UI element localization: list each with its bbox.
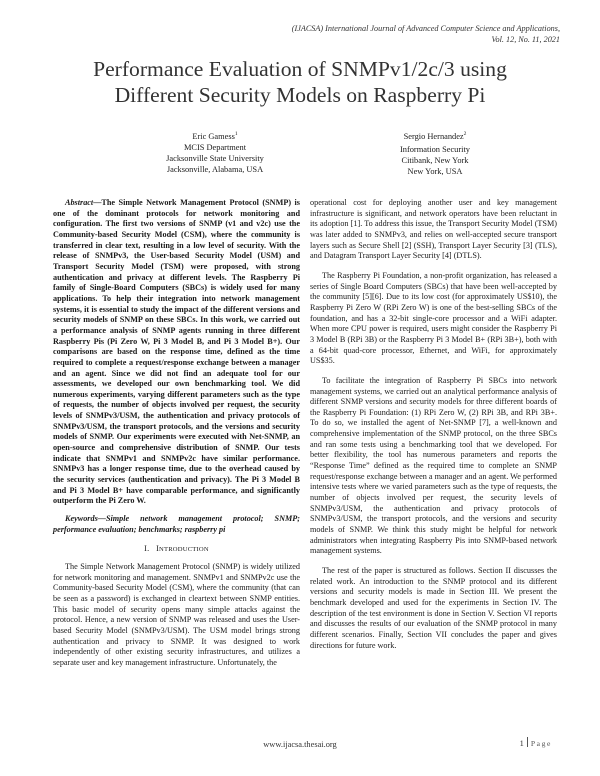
author-name-2: Sergio Hernandez$^2$ xyxy=(403,131,467,141)
author-affiliation-2-company: Citibank, New York xyxy=(401,155,469,165)
abstract: Abstract—The Simple Network Management Protocol (SNMP) is one of the dominant protocols for network monitoring and configuration. The first two versions of SNMP (v1 and v2c) use the Community-based Security Model (CSM), where the community is transferred in clear text, resulting in a low level of security. With the release of SNMPv3, the User-based Security Model (USM) and Transport Security Model (TSM) were proposed, with strong authentication and privacy at different levels. The Raspberry Pi family of Single-Board Computers (SBCs) is widely used for many applications. To help their integration into network management systems, it is essential to study the impact of the different versions and security models of SNMP on these SBCs. In this work, we carried out a performance analysis of SNMP agents running in three different Raspberry Pis (Pi Zero W, Pi 3 Model B, and Pi 3 Model B+). Our comparisons are based on the response time, defined as the time required to complete a request/response exchange between a manager and an agent. Since we did not find an adequate tool for our assessments, we developed our own benchmarking tool. We did numerous experiments, varying different parameters such as the type of requests, the number of objects involved per request, the security levels of SNMPv3/USM, the authentication and privacy protocols of SNMPv3/USM, the transport protocols, and the versions and security models of SNMP. Our experiments were executed with Net-SNMP, an open-source and comprehensive distribution of SNMP. Our tests indicate that SNMPv1 and SNMPv2c have similar performance. SNMPv3 has a longer response time, due to the overhead caused by the security services (authentication and privacy). The Pi 3 Model B and Pi 3 Model B+ have comparable performance, and significantly outperform the Pi Zero W. xyxy=(53,198,300,506)
journal-header-line1: (IJACSA) International Journal of Advanced Computer Science and Applications, xyxy=(291,24,560,33)
page-number: 1 xyxy=(519,739,524,748)
author-affiliation-1-univ: Jacksonville State University xyxy=(166,153,264,163)
footer-page-number xyxy=(520,737,552,748)
journal-header-line2: Vol. 12, No. 11, 2021 xyxy=(491,34,560,44)
page-divider xyxy=(527,737,528,747)
footer-url: www.ijacsa.thesai.org xyxy=(263,740,337,749)
page-label: Page xyxy=(530,739,552,748)
author-affiliation-1-dept: MCIS Department xyxy=(183,142,247,152)
intro-paragraph-5: The rest of the paper is structured as follows. Section II discusses the related work. An introduction to the SNMP protocol and its different versions and security models is made in Section III. We present the benchmark developed and used for the experiments in Section IV. The description of the test environment is done in Section V. Section VI reports and discusses the results of our evaluation of the SNMP protocol in many different scenarios. Finally, Section VII concludes the paper and gives directions for future work. xyxy=(310,566,557,650)
journal-header xyxy=(220,24,560,45)
paper-title-line2: Different Security Models on Raspberry Pi xyxy=(114,83,486,107)
author-affiliation-2-location: New York, USA xyxy=(407,166,463,176)
keywords-text: Simple network management protocol; SNMP; performance evaluation; benchmarks; raspberry pi xyxy=(53,514,300,534)
keywords-label: Keywords xyxy=(65,514,98,524)
paper-title xyxy=(40,56,560,108)
intro-paragraph-4: To facilitate the integration of Raspberry Pi SBCs into network management systems, we carried out an analytical performance analysis of different SNMP versions and security models for three different boards of the Raspberry Pi Foundation: (1) RPi Zero W, (2) RPi 3B, and RPi 3B+. To do so, we installed the agent of Net-SNMP [7], a well-known and comprehensive implementation of the SNMP protocol, on the three SBCs and ran some tests using a benchmarking tool that we developed. For better flexibility, the tool has numerous parameters and reports the “Response Time” defined as the required time to complete an SNMP request/response exchange between a manager and an agent. We performed intensive tests where we varied parameters such as the type of requests, the number of objects involved per request, the security levels of SNMPv3/USM, the authentication and privacy protocols of SNMPv3/USM, the transport protocols, and the versions and security models of SNMP. We think this study might be helpful for network administrators when integrating Raspberry Pis into SNMP-based network management systems. xyxy=(310,375,557,556)
abstract-label: Abstract xyxy=(65,198,94,207)
author-affiliation-2-dept: Information Security xyxy=(399,144,470,154)
abstract-text: The Simple Network Management Protocol (SNMP) is one of the dominant protocols for network monitoring and configuration. The first two versions of SNMP (v1 and v2c) use the Community-based Security Model (CSM), where the community is transferred in clear text, resulting in a low level of security. With the release of SNMPv3, the User-based Security Model (USM) and Transport Security Model (TSM) were proposed, with strong authentication and privacy at different levels. The Raspberry Pi family of Single-Board Computers (SBCs) is widely used for many applications. To help their integration into network management systems, it is essential to study the impact of the different versions and security models of SNMP on these SBCs. In this work, we carried out a performance analysis of SNMP agents running in three different Raspberry Pis (Pi Zero W, Pi 3 Model B, and Pi 3 Model B+). Our comparisons are based on the response time, defined as the time required to complete a request/response exchange between a manager and an agent. Since we did not find an adequate tool for our assessments, we developed our own benchmarking tool. We did numerous experiments, varying different parameters such as the type of requests, the number of objects involved per request, the security levels of SNMPv3/USM, the authentication and privacy protocols of SNMPv3/USM, the transport protocols, and the versions and security models of SNMP. Our experiments were executed with Net-SNMP, an open-source and comprehensive distribution of SNMP. Our tests indicate that SNMPv1 and SNMPv2c have similar performance. SNMPv3 has a longer response time, due to the overhead caused by the security services (authentication and privacy). The Pi 3 Model B and Pi 3 Model B+ have comparable performance, and significantly outperform the Pi Zero W. xyxy=(53,198,300,506)
author-block-2 xyxy=(355,129,515,177)
author-affiliation-1-location: Jacksonville, Alabama, USA xyxy=(166,164,264,174)
left-column xyxy=(53,198,300,669)
intro-paragraph-3: The Raspberry Pi Foundation, a non-profit organization, has released a series of Single Board Computers (SBCs) that have been well-accepted by the community [5][6]. Due to its low cost (for approximately US$10), the Raspberry Pi Zero W (RPi Zero W) is one of the best-selling SBCs of the foundation, and has a 32-bit single-core processor and a WiFi adapter. When more CPU power is required, users might consider the Raspberry Pi 3 Model B (RPi 3B) or the Raspberry Pi 3 Model B+ (RPi 3B+), both with a 64-bit quad-core processor, Ethernet, and WiFi, for approximately US$35. xyxy=(310,270,557,366)
author-name-1: Eric Gamess$^1$ xyxy=(192,131,238,141)
paper-title-line1: Performance Evaluation of SNMPv1/2c/3 using xyxy=(93,57,507,81)
right-column xyxy=(310,198,557,651)
author-block-1 xyxy=(130,129,300,175)
intro-paragraph-1: The Simple Network Management Protocol (SNMP) is widely utilized for network monitoring and management. SNMPv1 and SNMPv2c use the Community-based Security Model (CSM), where the community (that can be seen as a password) is exchanged in cleartext between SNMP entities. This basic model of security opens many simple attacks against the protocol. Hence, a new version of SNMP was released and uses the User-based Security Model (SNMPv3/USM). The USM model brings strong authentication and privacy to SNMP. It was designed to work independently of other existing security infrastructures, and utilizes a separate user and key management infrastructure. Unfortunately, the xyxy=(53,562,300,667)
intro-paragraph-2: operational cost for deploying another user and key management infrastructure is significant, and network operators have been reluctant in its adoption [1]. To address this issue, the Transport Security Model (TSM) was later added to SNMPv3, and relies on well-accepted secure transport layers such as Secure Shell [2] (SSH), Transport Layer Security [3] (TLS), and Datagram Transport Layer Security [4] (DTLS). xyxy=(310,198,557,261)
keywords: Keywords—Simple network management protocol; SNMP; performance evaluation; benchmarks; raspberry pi xyxy=(53,514,300,534)
section-heading-introduction: I. INTRODUCTION xyxy=(144,544,209,554)
